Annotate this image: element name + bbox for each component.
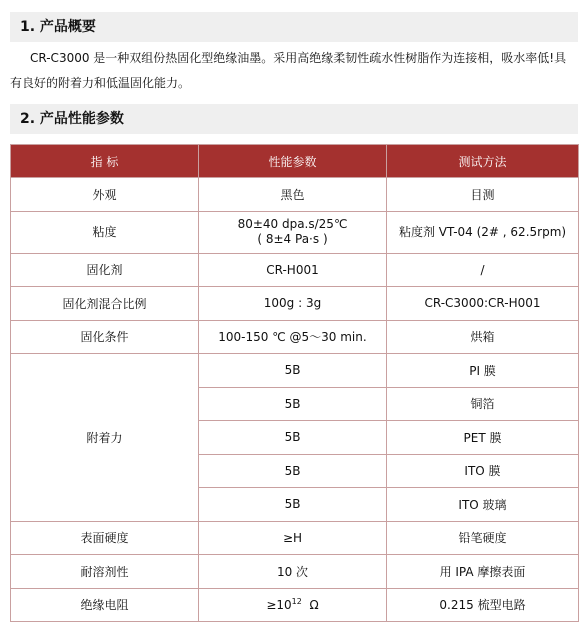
header-method: 测试方法 — [387, 145, 579, 178]
row-method: CR-C3000:CR-H001 — [387, 287, 579, 321]
row-value: CR-H001 — [199, 253, 387, 287]
row-value: 100-150 ℃ @5～30 min. — [199, 320, 387, 354]
row-item: 耐溶剂性 — [11, 555, 199, 589]
section-1-title: 1. 产品概要 — [10, 12, 578, 42]
row-method: / — [387, 253, 579, 287]
row-value: 5B — [199, 354, 387, 388]
row-item: 外观 — [11, 178, 199, 212]
row-method: 烘箱 — [387, 320, 579, 354]
viscosity-line-1: 80±40 dpa.s/25℃ — [237, 217, 348, 231]
row-item: 表面硬度 — [11, 521, 199, 555]
table-row — [11, 521, 579, 555]
row-method: ITO 玻璃 — [387, 488, 579, 522]
table-row — [11, 211, 579, 253]
row-item: 固化条件 — [11, 320, 199, 354]
resistance-exponent: 12 — [291, 597, 302, 607]
row-value: 黑色 — [199, 178, 387, 212]
row-value: 10 次 — [199, 555, 387, 589]
viscosity-line-2: ( 8±4 Pa·s ) — [257, 232, 328, 246]
header-item: 指 标 — [11, 145, 199, 178]
row-value: 5B — [199, 454, 387, 488]
row-method: 用 IPA 摩擦表面 — [387, 555, 579, 589]
adhesion-item: 附着力 — [11, 354, 199, 522]
row-value: 5B — [199, 421, 387, 455]
table-row — [11, 555, 579, 589]
table-row — [11, 253, 579, 287]
table-row — [11, 178, 579, 212]
row-method: 0.215 梳型电路 — [387, 588, 579, 622]
table-header-row — [11, 145, 579, 178]
row-method: PET 膜 — [387, 421, 579, 455]
row-method: 粘度剂 VT-04 (2# , 62.5rpm) — [387, 211, 579, 253]
row-item: 粘度 — [11, 211, 199, 253]
section-2-title: 2. 产品性能参数 — [10, 104, 578, 134]
row-value — [199, 211, 387, 253]
resistance-unit: Ω — [301, 598, 319, 613]
row-method: 铅笔硬度 — [387, 521, 579, 555]
row-item: 绝缘电阻 — [11, 588, 199, 622]
row-value: 100g : 3g — [199, 287, 387, 321]
resistance-prefix: ≥10 — [266, 598, 292, 613]
performance-table — [10, 144, 579, 622]
table-row — [11, 320, 579, 354]
row-method: ITO 膜 — [387, 454, 579, 488]
row-value: 5B — [199, 387, 387, 421]
row-method: PI 膜 — [387, 354, 579, 388]
row-value — [199, 588, 387, 622]
row-method: 铜箔 — [387, 387, 579, 421]
table-row — [11, 588, 579, 622]
row-value: ≥H — [199, 521, 387, 555]
row-value: 5B — [199, 488, 387, 522]
row-item: 固化剂混合比例 — [11, 287, 199, 321]
product-intro: CR-C3000 是一种双组份热固化型绝缘油墨。采用高绝缘柔韧性疏水性树脂作为连接相，吸水率低!具有良好的附着力和低温固化能力。 — [10, 51, 567, 90]
header-value: 性能参数 — [199, 145, 387, 178]
row-method: 目测 — [387, 178, 579, 212]
row-item: 固化剂 — [11, 253, 199, 287]
table-row — [11, 287, 579, 321]
table-row — [11, 354, 579, 388]
